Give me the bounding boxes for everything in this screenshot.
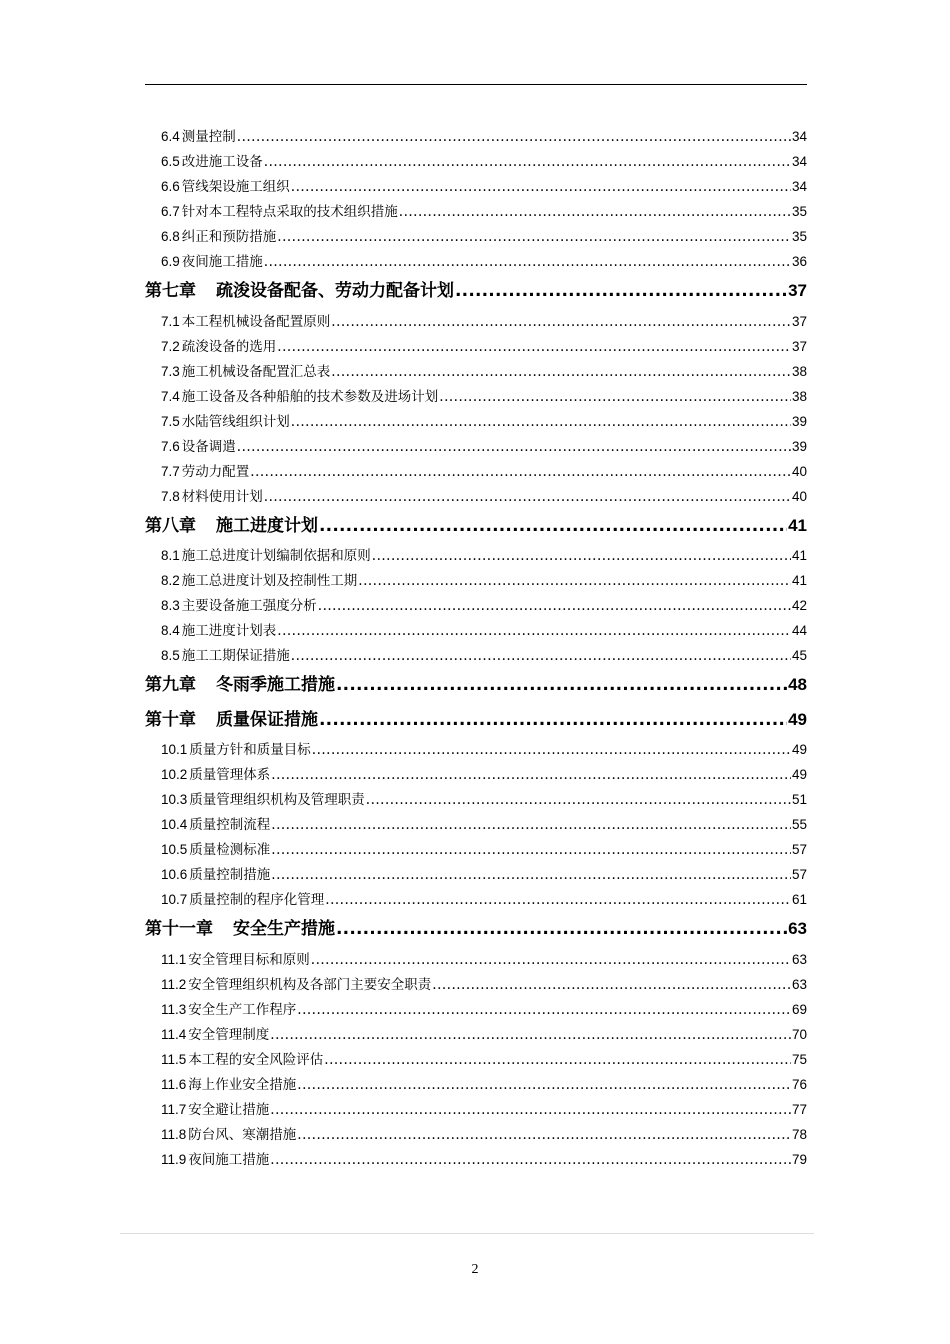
toc-entry-page: 78	[791, 1126, 807, 1142]
toc-dot-leader	[264, 485, 791, 509]
toc-entry-title: 施工工期保证措施	[181, 648, 290, 664]
toc-entry-title: 质量检测标准	[189, 842, 271, 858]
toc-entry-title: 海上作业安全措施	[188, 1076, 297, 1093]
toc-chapter-entry[interactable]	[145, 509, 807, 544]
toc-section-entry[interactable]	[145, 972, 807, 997]
toc-dot-leader	[331, 360, 791, 384]
toc-dot-leader	[372, 544, 791, 568]
toc-section-entry[interactable]	[145, 359, 807, 384]
toc-entry-number: 10.2	[161, 767, 188, 782]
toc-entry-page: 41	[791, 573, 807, 588]
toc-entry-number: 10.3	[161, 792, 188, 807]
table-of-contents	[145, 124, 807, 1172]
toc-dot-leader	[331, 310, 791, 334]
toc-dot-leader	[325, 888, 791, 912]
toc-entry-page: 63	[788, 919, 807, 938]
toc-dot-leader	[264, 150, 791, 174]
toc-entry-number: 11.5	[161, 1051, 187, 1067]
toc-entry-title: 质量控制流程	[189, 817, 271, 833]
toc-dot-leader	[271, 863, 791, 887]
toc-entry-page: 57	[791, 842, 807, 857]
toc-entry-number: 第八章	[145, 515, 196, 536]
toc-entry-number: 8.2	[161, 573, 180, 588]
toc-section-entry[interactable]	[145, 459, 807, 484]
toc-dot-leader	[324, 1048, 791, 1072]
toc-entry-page: 44	[791, 623, 807, 638]
page-number: 2	[471, 1262, 479, 1277]
toc-section-entry[interactable]	[145, 174, 807, 199]
toc-section-entry[interactable]	[145, 887, 807, 912]
toc-entry-title: 质量控制措施	[189, 867, 271, 883]
toc-chapter-entry[interactable]	[145, 274, 807, 309]
toc-entry-title: 安全管理组织机构及各部门主要安全职责	[188, 976, 432, 993]
toc-entry-page: 38	[791, 388, 807, 404]
toc-entry-number: 6.8	[161, 229, 180, 244]
toc-entry-title: 施工机械设备配置汇总表	[181, 363, 331, 380]
toc-dot-leader	[318, 594, 791, 618]
toc-entry-title: 安全避让措施	[188, 1101, 270, 1118]
toc-entry-page: 70	[791, 1026, 807, 1042]
toc-dot-leader	[277, 335, 791, 359]
toc-entry-page: 57	[791, 867, 807, 882]
toc-dot-leader	[237, 125, 791, 149]
toc-entry-title: 疏浚设备的选用	[181, 338, 277, 355]
toc-entry-number: 11.1	[161, 951, 187, 967]
toc-entry-page: 79	[791, 1151, 807, 1167]
toc-dot-leader	[319, 509, 787, 544]
toc-entry-title: 质量管理组织机构及管理职责	[189, 792, 365, 808]
toc-entry-title: 防台风、寒潮措施	[188, 1126, 297, 1143]
toc-dot-leader	[336, 912, 787, 947]
toc-section-entry[interactable]	[145, 309, 807, 334]
toc-dot-leader	[311, 948, 791, 972]
toc-dot-leader	[270, 1148, 791, 1172]
toc-entry-title: 改进施工设备	[181, 154, 263, 170]
toc-entry-title: 施工设备及各种船舶的技术参数及进场计划	[181, 388, 439, 405]
toc-entry-page: 49	[791, 767, 807, 782]
toc-entry-number: 7.4	[161, 388, 180, 404]
toc-section-entry[interactable]	[145, 593, 807, 618]
toc-entry-title: 质量管理体系	[189, 767, 271, 783]
toc-dot-leader	[250, 460, 791, 484]
toc-entry-page: 34	[791, 129, 807, 144]
toc-entry-number: 8.1	[161, 548, 180, 563]
toc-chapter-entry[interactable]	[145, 912, 807, 947]
toc-dot-leader	[297, 998, 791, 1022]
toc-entry-page: 39	[791, 413, 807, 429]
toc-entry-number: 7.1	[161, 313, 180, 329]
toc-entry-number: 第七章	[145, 281, 196, 301]
footer-rule	[120, 1233, 814, 1234]
toc-dot-leader	[271, 763, 791, 787]
toc-dot-leader	[237, 435, 791, 459]
toc-entry-page: 63	[791, 951, 807, 967]
toc-dot-leader	[291, 410, 791, 434]
toc-entry-number: 11.7	[161, 1101, 187, 1117]
toc-dot-leader	[291, 175, 791, 199]
toc-section-entry[interactable]	[145, 384, 807, 409]
toc-entry-number: 10.5	[161, 842, 188, 857]
toc-section-entry[interactable]	[145, 124, 807, 149]
toc-section-entry[interactable]	[145, 1097, 807, 1122]
toc-entry-number: 11.3	[161, 1001, 187, 1017]
toc-entry-number: 7.6	[161, 438, 180, 454]
toc-dot-leader	[277, 225, 791, 249]
toc-entry-page: 37	[788, 281, 807, 300]
toc-section-entry[interactable]	[145, 787, 807, 812]
toc-section-entry[interactable]	[145, 434, 807, 459]
toc-section-entry[interactable]	[145, 249, 807, 274]
toc-entry-title: 施工进度计划表	[181, 623, 277, 639]
toc-entry-page: 61	[791, 892, 807, 907]
header-rule	[145, 84, 807, 85]
toc-entry-number: 第九章	[145, 675, 196, 695]
toc-entry-title: 本工程的安全风险评估	[188, 1051, 324, 1068]
toc-entry-page: 35	[791, 229, 807, 244]
toc-entry-title: 冬雨季施工措施	[216, 675, 335, 695]
toc-entry-title: 质量保证措施	[216, 709, 318, 730]
toc-dot-leader	[366, 788, 791, 812]
toc-entry-page: 39	[791, 438, 807, 454]
toc-entry-title: 水陆管线组织计划	[181, 413, 290, 430]
toc-dot-leader	[297, 1073, 791, 1097]
toc-entry-title: 材料使用计划	[181, 488, 263, 505]
toc-section-entry[interactable]	[145, 1122, 807, 1147]
toc-entry-number: 10.4	[161, 817, 188, 832]
toc-section-entry[interactable]	[145, 199, 807, 224]
toc-entry-title: 夜间施工措施	[181, 254, 263, 270]
toc-entry-title: 安全管理目标和原则	[188, 951, 310, 968]
toc-section-entry[interactable]	[145, 1022, 807, 1047]
toc-section-entry[interactable]	[145, 837, 807, 862]
toc-entry-title: 安全生产工作程序	[188, 1001, 297, 1018]
toc-entry-number: 11.4	[161, 1026, 187, 1042]
toc-dot-leader	[358, 569, 791, 593]
toc-entry-number: 7.5	[161, 413, 180, 429]
toc-entry-title: 纠正和预防措施	[181, 229, 277, 245]
toc-entry-title: 设备调遣	[181, 438, 236, 455]
toc-entry-title: 主要设备施工强度分析	[181, 598, 317, 614]
toc-chapter-entry[interactable]	[145, 668, 807, 703]
toc-entry-page: 49	[791, 742, 807, 757]
toc-entry-number: 第十章	[145, 709, 196, 730]
toc-entry-page: 38	[791, 363, 807, 379]
toc-section-entry[interactable]	[145, 409, 807, 434]
toc-entry-title: 安全管理制度	[188, 1026, 270, 1043]
toc-section-entry[interactable]	[145, 997, 807, 1022]
toc-dot-leader	[399, 200, 791, 224]
toc-section-entry[interactable]	[145, 1072, 807, 1097]
toc-section-entry[interactable]	[145, 543, 807, 568]
toc-entry-title: 质量方针和质量目标	[189, 742, 311, 758]
toc-entry-title: 劳动力配置	[181, 463, 250, 480]
toc-entry-number: 10.1	[161, 742, 188, 757]
toc-entry-page: 36	[791, 254, 807, 269]
toc-section-entry[interactable]	[145, 812, 807, 837]
toc-entry-number: 6.5	[161, 154, 180, 169]
toc-entry-number: 7.3	[161, 363, 180, 379]
toc-dot-leader	[291, 644, 791, 668]
toc-section-entry[interactable]	[145, 224, 807, 249]
toc-entry-title: 针对本工程特点采取的技术组织措施	[181, 204, 398, 220]
toc-entry-number: 11.2	[161, 976, 187, 992]
toc-entry-number: 6.7	[161, 204, 180, 219]
toc-entry-number: 8.5	[161, 648, 180, 663]
toc-entry-page: 37	[791, 338, 807, 354]
toc-dot-leader	[439, 385, 791, 409]
toc-section-entry[interactable]	[145, 643, 807, 668]
toc-entry-title: 施工总进度计划编制依据和原则	[181, 548, 371, 564]
toc-section-entry[interactable]	[145, 737, 807, 762]
toc-entry-page: 48	[788, 675, 807, 694]
toc-entry-page: 34	[791, 154, 807, 169]
toc-dot-leader	[277, 619, 791, 643]
toc-entry-page: 75	[791, 1051, 807, 1067]
toc-entry-page: 63	[791, 976, 807, 992]
toc-dot-leader	[271, 838, 791, 862]
toc-dot-leader	[297, 1123, 791, 1147]
toc-entry-page: 76	[791, 1076, 807, 1092]
toc-dot-leader	[455, 274, 787, 309]
toc-entry-title: 安全生产措施	[233, 919, 335, 939]
toc-entry-page: 41	[788, 515, 807, 535]
toc-entry-number: 8.3	[161, 598, 180, 613]
toc-entry-number: 11.9	[161, 1151, 187, 1167]
toc-entry-title: 施工进度计划	[216, 515, 318, 536]
toc-entry-title: 质量控制的程序化管理	[189, 892, 325, 908]
toc-entry-number: 6.6	[161, 179, 180, 194]
toc-entry-page: 51	[791, 792, 807, 807]
toc-dot-leader	[270, 1023, 791, 1047]
toc-entry-page: 42	[791, 598, 807, 613]
toc-entry-title: 疏浚设备配备、劳动力配备计划	[216, 281, 454, 301]
toc-entry-title: 夜间施工措施	[188, 1151, 270, 1168]
toc-dot-leader	[271, 813, 791, 837]
toc-entry-page: 41	[791, 548, 807, 563]
toc-entry-number: 7.7	[161, 463, 180, 479]
toc-section-entry[interactable]	[145, 618, 807, 643]
toc-dot-leader	[319, 703, 787, 738]
toc-entry-title: 测量控制	[181, 129, 236, 145]
toc-entry-number: 8.4	[161, 623, 180, 638]
toc-entry-title: 施工总进度计划及控制性工期	[181, 573, 358, 589]
toc-entry-title: 本工程机械设备配置原则	[181, 313, 331, 330]
toc-entry-page: 34	[791, 179, 807, 194]
toc-entry-number: 11.8	[161, 1126, 187, 1142]
toc-entry-number: 6.9	[161, 254, 180, 269]
toc-entry-number: 10.6	[161, 867, 188, 882]
toc-section-entry[interactable]	[145, 149, 807, 174]
toc-entry-title: 管线架设施工组织	[181, 179, 290, 195]
toc-section-entry[interactable]	[145, 862, 807, 887]
toc-section-entry[interactable]	[145, 947, 807, 972]
toc-dot-leader	[264, 250, 791, 274]
toc-entry-number: 6.4	[161, 129, 180, 144]
toc-section-entry[interactable]	[145, 1147, 807, 1172]
toc-dot-leader	[336, 668, 787, 703]
toc-entry-number: 10.7	[161, 892, 188, 907]
toc-entry-number: 第十一章	[145, 919, 213, 939]
toc-entry-page: 45	[791, 648, 807, 663]
toc-section-entry[interactable]	[145, 484, 807, 509]
toc-entry-page: 35	[791, 204, 807, 219]
toc-section-entry[interactable]	[145, 334, 807, 359]
toc-entry-page: 40	[791, 463, 807, 479]
toc-entry-page: 37	[791, 313, 807, 329]
toc-entry-number: 7.2	[161, 338, 180, 354]
toc-dot-leader	[312, 738, 791, 762]
toc-section-entry[interactable]	[145, 1047, 807, 1072]
toc-entry-number: 11.6	[161, 1076, 187, 1092]
toc-entry-page: 49	[788, 709, 807, 729]
toc-section-entry[interactable]	[145, 568, 807, 593]
toc-chapter-entry[interactable]	[145, 703, 807, 738]
toc-entry-page: 55	[791, 817, 807, 832]
toc-dot-leader	[270, 1098, 791, 1122]
toc-entry-number: 7.8	[161, 488, 180, 504]
toc-entry-page: 40	[791, 488, 807, 504]
toc-dot-leader	[432, 973, 791, 997]
toc-entry-page: 69	[791, 1001, 807, 1017]
toc-entry-page: 77	[791, 1101, 807, 1117]
toc-section-entry[interactable]	[145, 762, 807, 787]
